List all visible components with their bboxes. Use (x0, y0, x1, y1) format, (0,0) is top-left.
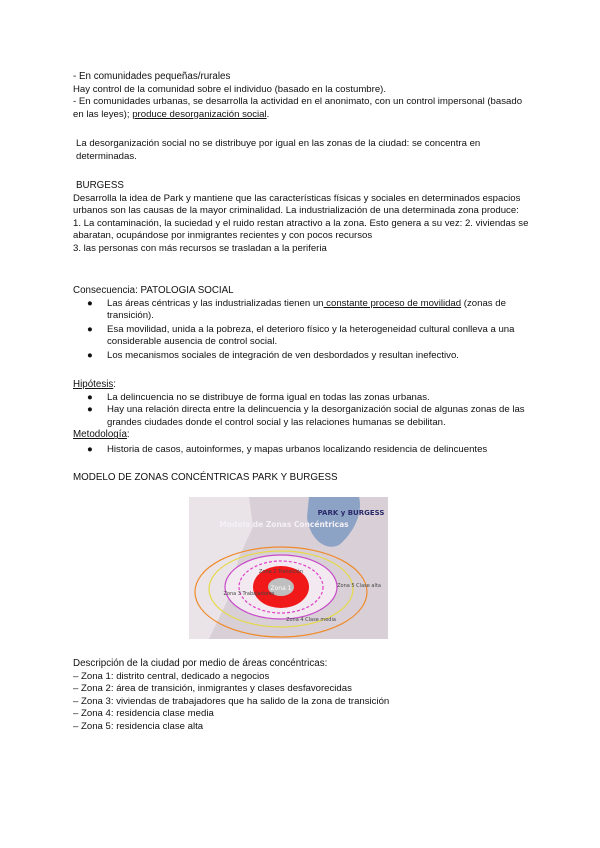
bullet-text: La delincuencia no se distribuye de forma igual en todas las zonas urbanas. (107, 391, 430, 403)
zona-line: – Zona 3: viviendas de trabajadores que ha salido de la zona de transición (73, 695, 390, 707)
desorganizacion-paragraph (73, 138, 536, 163)
bullet-dot-icon: ● (87, 297, 93, 309)
rural-section (73, 71, 533, 121)
zona-line: – Zona 4: residencia clase media (73, 708, 214, 720)
zona-line: – Zona 2: área de transición, inmigrantes y clases desfavorecidas (73, 683, 352, 695)
burgess-point-1-2: 1. La contaminación, la suciedad y el ruido restan atractivo a la zona. Esto genera a su vez: 2. viviendas se abaratan, ocupándose por inmigrantes recientes y con pocos recursos (73, 217, 529, 242)
hipotesis-bullet (73, 392, 533, 405)
descripcion-section (73, 658, 533, 734)
consecuencia-heading: Consecuencia: PATOLOGIA SOCIAL (73, 285, 234, 296)
zona-line: – Zona 5: residencia clase alta (73, 720, 204, 732)
modelo-title-block (73, 472, 533, 485)
bullet-text-end: (zonas de transición). (107, 297, 506, 322)
urban-text (73, 96, 533, 121)
urban-text-a: - En comunidades urbanas, se desarrolla la actividad en el anonimato, con un control impersonal (basado en las leyes); (73, 96, 523, 120)
metodologia-heading (73, 429, 533, 442)
hipotesis-label: Hipótesis (73, 379, 114, 390)
diagram-zona-3-label: Zona 3 Trabajadores (223, 591, 275, 597)
desorganizacion-text: La desorganización social no se distribuye por igual en las zonas de la ciudad: se concentra en determinadas. (76, 138, 481, 162)
bullet-dot-icon: ● (87, 349, 93, 361)
bullet-dot-icon: ● (87, 443, 93, 455)
hipotesis-bullet (73, 404, 533, 429)
burgess-point-3: 3. las personas con más recursos se trasladan a la periferia (73, 242, 327, 254)
diagram-zona-2-label: Zona 2 Transición (258, 569, 304, 575)
diagram-title-1: PARK y BURGESS (317, 509, 385, 517)
bullet-text: Hay una relación directa entre la delincuencia y la desorganización social de algunas zonas de las grandes ciudades donde el control social y las relaciones humanas se debilitan. (107, 404, 525, 428)
consecuencia-section (73, 285, 533, 363)
zona-line: – Zona 1: distrito central, dedicado a negocios (73, 670, 270, 682)
bullet-dot-icon: ● (87, 404, 93, 416)
modelo-title: MODELO DE ZONAS CONCÉNTRICAS PARK Y BURGESS (73, 472, 338, 483)
rural-control-text: Hay control de la comunidad sobre el individuo (basado en la costumbre). (73, 83, 387, 95)
diagram-zona-4-label: Zona 4 Clase media (286, 617, 336, 623)
bullet-text: Historia de casos, autoinformes, y mapas urbanos localizando residencia de delincuentes (107, 443, 488, 455)
urban-text-underlined: produce desorganización social (132, 108, 267, 120)
consecuencia-bullet (73, 298, 533, 323)
concentric-zones-diagram (189, 497, 388, 639)
bullet-dot-icon: ● (87, 323, 93, 335)
descripcion-heading: Descripción de la ciudad por medio de áreas concéntricas: (73, 658, 328, 669)
bullet-text: Los mecanismos sociales de integración de ven desbordados y resultan inefectivo. (107, 349, 459, 361)
hipotesis-colon: : (113, 379, 117, 390)
burgess-title: BURGESS (76, 180, 124, 191)
diagram-title-2: Modelo de Zonas Concéntricas (219, 520, 349, 529)
metodologia-bullet (73, 444, 533, 457)
urban-text-c: . (266, 108, 270, 120)
bullet-text: Las áreas céntricas y las industrializadas tienen un (107, 297, 324, 309)
hipotesis-section (73, 379, 533, 457)
metodologia-label: Metodología (73, 429, 127, 441)
diagram-zona-1-label: Zona 1 (270, 585, 292, 592)
bullet-text: Esa movilidad, unida a la pobreza, el deterioro físico y la heterogeneidad cultural conlleva a una considerable ausencia de control social. (107, 323, 515, 348)
metodologia-colon: : (126, 429, 130, 441)
diagram-zona-5-label: Zona 5 Clase alta (337, 583, 381, 589)
rural-heading: - En comunidades pequeñas/rurales (73, 71, 231, 82)
hipotesis-heading (73, 379, 533, 392)
burgess-section (73, 180, 533, 256)
bullet-dot-icon: ● (87, 391, 93, 403)
burgess-paragraph: Desarrolla la idea de Park y mantiene que las características físicas y sociales en determinados espacios urbanos son las causas de la mayor criminalidad. La industrialización de una determinada zona produce: (73, 192, 521, 217)
consecuencia-bullet (73, 324, 533, 349)
consecuencia-bullet (73, 350, 533, 363)
bullet-underlined-text: constante proceso de movilidad (323, 297, 462, 309)
